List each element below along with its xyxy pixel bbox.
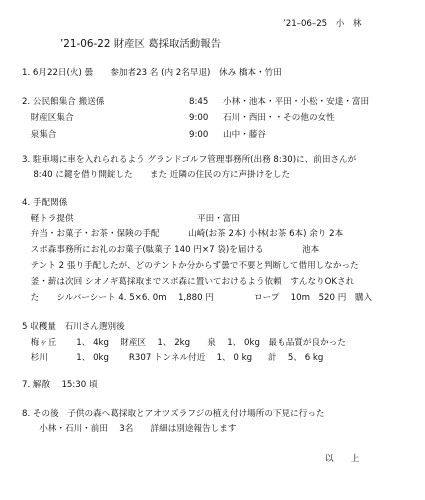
item-8-line-1: 8. その後 子供の森へ葛採取とアオツズラフジの植え付け場所の下見に行った: [22, 409, 325, 419]
item-4-heading: 4. 手配関係: [22, 198, 68, 208]
meeting-label: 2. 公民館集合 搬送係: [22, 97, 105, 107]
tent-note: テント 2 張り手配したが、どのテントか分からず曇で不要と判断して借用しなかった: [22, 261, 359, 271]
sheet-purchase: た シルバーシート 4. 5×6. 0m 1,880 円: [22, 293, 214, 303]
sports-office-snack: スポ森事務所にお礼のお菓子(駄菓子 140 円×7 袋)を届ける: [22, 245, 264, 255]
item-3-parking-line-1: 3. 駐車場に車を入れられるよう グランドゴルフ管理事務所(出務 8:30)に、前田さんが: [22, 155, 357, 165]
item-8-line-2: 小林・石川・前田 3名 詳細は別途報告します: [22, 424, 237, 434]
bento-label: 弁当・お菓子・お茶・保険の手配: [22, 229, 160, 239]
meeting-label: 泉集合: [22, 130, 57, 140]
harvest-row-2: 杉川 1、 0kg R307 トンネル付近 1、 0 kg: [22, 353, 253, 363]
rope-purchase: ロープ 10m 520 円 購入: [254, 293, 373, 303]
meeting-time: 9:00: [189, 130, 209, 140]
item-1-date-attendance: 1. 6月22日(火) 曇 参加者23 名 (内 2名早退) 休み 橋本・竹田: [22, 68, 282, 78]
item-7-dismissal: 7. 解散 15:30 頃: [22, 380, 98, 390]
sports-office-member: 池本: [302, 245, 320, 255]
meeting-members: 小林・池本・平田・小松・安達・富田: [223, 97, 370, 107]
meeting-label: 財産区集合: [22, 113, 74, 123]
truck-members: 平田・富田: [197, 214, 240, 224]
meeting-time: 8:45: [189, 97, 209, 107]
harvest-total: 計 5、 6 kg: [268, 353, 324, 363]
report-date-author: ’21–06–25 小 林: [283, 19, 362, 29]
kama-note: 釜・薪は次回 シオノギ葛採取までスポ森に置いておけるよう依頼 すんなりOKされ: [22, 277, 355, 287]
meeting-members: 石川・西田・・その他の女性: [223, 113, 335, 123]
meeting-members: 山中・藤谷: [223, 130, 266, 140]
truck-label: 軽トラ提供: [22, 214, 74, 224]
item-3-parking-line-2: 8:40 に鍵を借り開錠した また 近隣の住民の方に声掛けをした: [22, 170, 291, 180]
meeting-time: 9:00: [189, 113, 209, 123]
bento-detail: 山崎(お茶 2本) 小林(お茶 6本) 余り 2本: [188, 229, 344, 239]
harvest-row-1: 梅ヶ丘 1、 4kg 財産区 1、 2kg 泉 1、 0kg 最も品質が良かった: [22, 338, 346, 348]
closing-mark: 以 上: [325, 454, 360, 464]
item-5-heading: 5 収穫量 石川さん選別後: [22, 322, 125, 332]
report-title: ’21-06-22 財産区 葛採取活動報告: [60, 38, 221, 50]
